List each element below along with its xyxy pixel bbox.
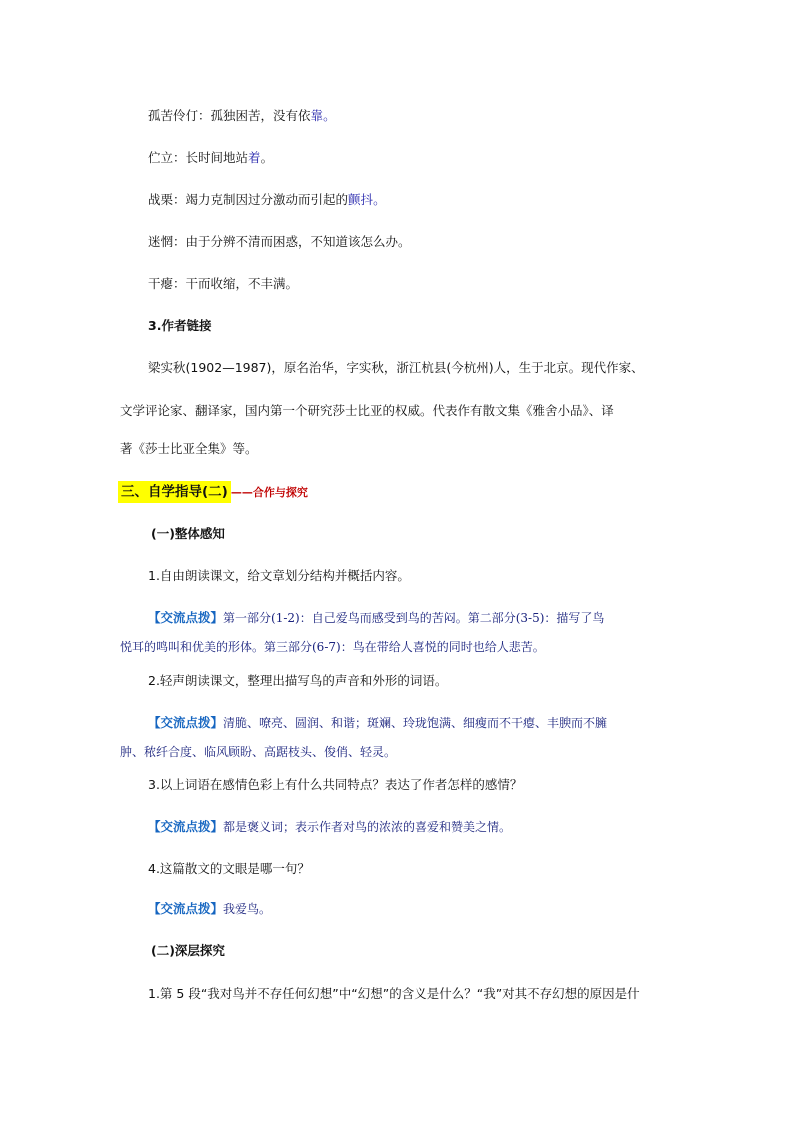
answer: 【交流点拨】都是褒义词；表示作者对鸟的浓浓的喜爱和赞美之情。 — [148, 819, 512, 834]
author-paragraph-line: 梁实秋(1902—1987)，原名治华，字实秋，浙江杭县(今杭州)人，生于北京。现代作家、 — [148, 360, 644, 375]
vocab-term: 伫立 — [148, 150, 174, 165]
answer-continued: 肿、秾纤合度、临风顾盼、高踞枝头、俊俏、轻灵。 — [120, 745, 397, 759]
vocab-term: 干瘪 — [148, 276, 174, 291]
answer: 【交流点拨】我爱鸟。 — [148, 901, 272, 916]
answer: 【交流点拨】清脆、嘹亮、圆润、和谐；斑斓、玲珑饱满、细瘦而不干瘪、丰腴而不臃 — [148, 715, 608, 730]
vocab-term: 战栗 — [148, 192, 174, 207]
vocab-item: 战栗：竭力克制因过分激动而引起的颤抖。 — [148, 192, 386, 207]
question: 2.轻声朗读课文，整理出描写鸟的声音和外形的词语。 — [148, 673, 448, 688]
vocab-item: 干瘪：干而收缩，不丰满。 — [148, 276, 299, 291]
question: 1.第 5 段“我对鸟并不存任何幻想”中“幻想”的含义是什么？“我”对其不存幻想的原因是什 — [148, 986, 640, 1001]
section-title: 三、自学指导(二) — [118, 481, 231, 503]
section-subtitle: ——合作与探究 — [230, 486, 308, 499]
vocab-item: 孤苦伶仃：孤独困苦，没有依靠。 — [148, 108, 336, 123]
question: 1.自由朗读课文，给文章划分结构并概括内容。 — [148, 568, 410, 583]
vocab-definition: 长时间地站 — [185, 150, 249, 165]
tip-label: 【交流点拨】 — [148, 819, 224, 834]
tip-label: 【交流点拨】 — [148, 901, 224, 916]
author-paragraph-line: 著《莎士比亚全集》等。 — [120, 441, 258, 456]
vocab-term: 迷惘 — [148, 234, 174, 249]
tip-label: 【交流点拨】 — [148, 715, 224, 730]
vocab-item: 迷惘：由于分辨不清而困惑，不知道该怎么办。 — [148, 234, 411, 249]
vocab-item: 伫立：长时间地站着。 — [148, 150, 274, 165]
question: 4.这篇散文的文眼是哪一句？ — [148, 861, 310, 876]
tip-label: 【交流点拨】 — [148, 610, 224, 625]
vocab-definition: 干而收缩，不丰满。 — [185, 276, 299, 291]
answer-continued: 悦耳的鸣叫和优美的形体。第三部分(6-7)：鸟在带给人喜悦的同时也给人悲苦。 — [120, 640, 545, 654]
vocab-definition: 竭力克制因过分激动而引起的 — [185, 192, 349, 207]
author-paragraph-line: 文学评论家、翻译家，国内第一个研究莎士比亚的权威。代表作有散文集《雅舍小品》、译 — [120, 403, 614, 418]
vocab-definition: 孤独困苦，没有依 — [210, 108, 311, 123]
part-heading: (一)整体感知 — [151, 526, 225, 541]
vocab-term: 孤苦伶仃 — [148, 108, 199, 123]
section-heading — [118, 481, 308, 503]
answer: 【交流点拨】第一部分(1-2)：自己爱鸟而感受到鸟的苦闷。第二部分(3-5)：描写了鸟 — [148, 610, 605, 625]
vocab-definition: 由于分辨不清而困惑，不知道该怎么办。 — [185, 234, 411, 249]
question: 3.以上词语在感情色彩上有什么共同特点？表达了作者怎样的感情？ — [148, 777, 523, 792]
part-heading: (二)深层探究 — [151, 943, 225, 958]
author-heading: 3.作者链接 — [148, 318, 212, 333]
